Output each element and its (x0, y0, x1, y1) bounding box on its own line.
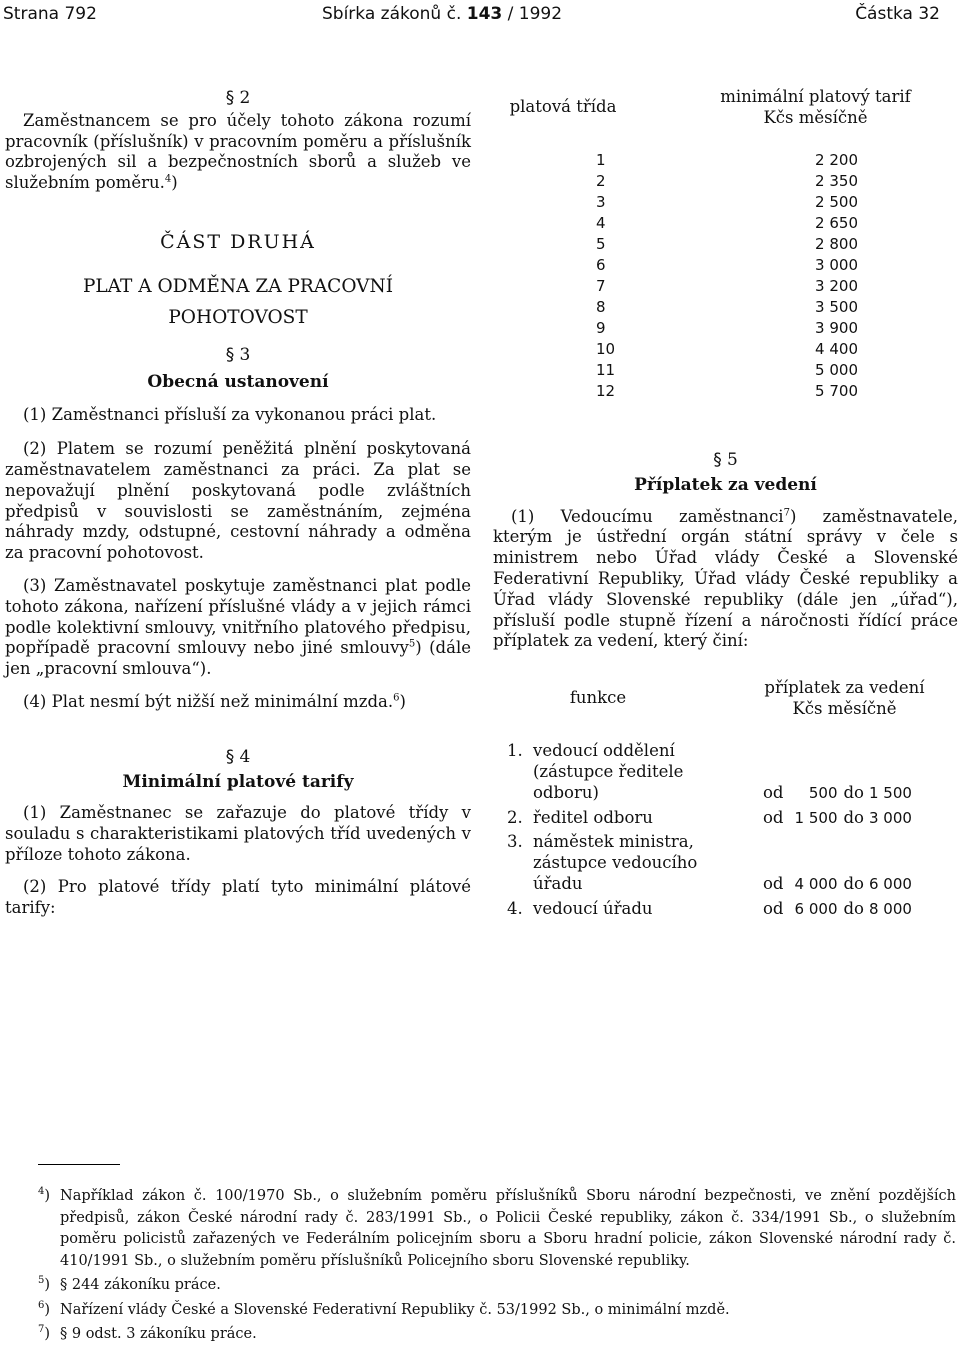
allowance-function-line: náměstek ministra, (533, 832, 694, 852)
page-header (0, 4, 960, 26)
tariff-class: 9 (596, 319, 606, 337)
allowance-do: do (843, 873, 864, 893)
tariff-row (493, 234, 958, 255)
allowance-do: do (843, 898, 864, 918)
tariff-amount: 5 000 (815, 361, 858, 379)
footnote-text: § 244 zákoníku práce. (60, 1277, 221, 1293)
tariff-row (493, 171, 958, 192)
allowance-to: 8 000 (869, 899, 912, 918)
tariff-amount: 2 500 (815, 193, 858, 211)
allowance-range (763, 874, 912, 895)
section-2-text: Zaměstnancem se pro účely tohoto zákona rozumí pracovník (příslušník) v pracovním poměru a příslušník ozbrojených sil a bezpečnostních sborů a služeb ve služebním poměru.$^4$) (5, 110, 471, 193)
allowance-row (493, 899, 958, 920)
section-3-para-2: (2) Platem se rozumí peněžitá plnění poskytovaná zaměstnavatelem zaměstnanci za práci. Za plat se nepovažují plnění poskytovaná podle zvláštních předpisů v souvislosti se zaměstnáním, zejména náhrady mzdy, odstupné, cestovní náhrady a odměna za pracovní pohotovost. (5, 439, 471, 563)
allowance-col-amount-header: příplatek za vedení Kčs měsíčně (764, 678, 925, 719)
footnote-mark: $^5$) (38, 1275, 51, 1293)
tariff-col-class-header: platová třída (509, 97, 617, 116)
footnote-ref: 6 (393, 692, 400, 704)
collection-title: Sbírka zákonů č. 143 / 1992 (322, 4, 563, 24)
footnote-number: 6 (38, 1299, 45, 1311)
section-3-para-4: (4) Plat nesmí být nižší než minimální mzda.$^6$) (23, 691, 406, 711)
allowance-function-line: úřadu (533, 873, 583, 893)
allowance-from: 1 500 (794, 808, 838, 827)
section-4-heading: § 4 (225, 746, 251, 767)
allowance-row (493, 832, 958, 894)
tariff-class: 5 (596, 235, 606, 253)
allowance-od: od (763, 807, 784, 827)
allowance-from: 6 000 (794, 899, 838, 918)
tariff-col-amount-header: minimální platový tarif Kčs měsíčně (720, 87, 911, 127)
allowance-do: do (843, 782, 864, 802)
allowance-to: 6 000 (869, 874, 912, 893)
allowance-from: 500 (808, 783, 838, 802)
allowance-od: od (763, 898, 784, 918)
allowance-to: 3 000 (869, 808, 912, 827)
tariff-class: 10 (596, 340, 616, 358)
tariff-class: 8 (596, 298, 606, 316)
footnote-ref: 5 (408, 638, 416, 650)
tariff-table (493, 86, 958, 402)
table-spacer (493, 719, 958, 741)
section-4-para-1: (1) Zaměstnanec se zařazuje do platové třídy v souladu s charakteristikami platových tříd uvedených v příloze tohoto zákona. (5, 803, 471, 864)
section-sign-icon: § (225, 746, 235, 767)
allowance-row (493, 808, 958, 829)
allowance-do: do (843, 807, 864, 827)
footnote-text: Nařízení vlády České a Slovenské Federativní Republiky č. 53/1992 Sb., o minimální mzdě. (60, 1301, 730, 1318)
footnote-number: 7 (38, 1324, 45, 1336)
tariff-amount: 2 350 (815, 172, 858, 190)
section-sign-icon: § (225, 88, 235, 108)
allowance-function-line: vedoucí oddělení (533, 741, 675, 761)
allowance-table (493, 677, 958, 741)
tariff-amount: 2 650 (815, 214, 858, 232)
footnote (38, 1186, 956, 1272)
section-5-title: Příplatek za vedení (634, 474, 817, 495)
allowance-to: 1 500 (869, 783, 912, 802)
tariff-class: 3 (596, 193, 606, 211)
tariff-amount: 5 700 (815, 382, 858, 400)
tariff-row (493, 192, 958, 213)
allowance-number: 3. (507, 832, 523, 852)
tariff-row (493, 255, 958, 276)
allowance-range (763, 783, 912, 804)
tariff-class: 4 (596, 214, 606, 232)
footnote-ref: 7 (783, 507, 790, 519)
right-column (493, 86, 958, 924)
allowance-od: od (763, 873, 784, 893)
footnote-number: 5 (38, 1275, 45, 1287)
tariff-table-body (493, 150, 958, 402)
issue-number: Částka 32 (855, 4, 940, 24)
tariff-table-header (493, 86, 958, 128)
allowance-table-body (493, 741, 958, 919)
footnote-mark: $^4$) (38, 1186, 51, 1204)
allowance-col-function-header: funkce (569, 688, 627, 708)
section-sign-icon: § (713, 450, 722, 470)
allowance-range (763, 808, 912, 829)
page-number: Strana 792 (3, 4, 97, 24)
allowance-number: 2. (507, 807, 523, 827)
allowance-function-line: odboru) (533, 782, 599, 802)
tariff-amount: 2 200 (815, 151, 858, 169)
part-title: ČÁST DRUHÁ (160, 230, 316, 253)
section-4-para-2: (2) Pro platové třídy platí tyto minimální plátové tarify: (5, 876, 471, 917)
allowance-od: od (763, 782, 784, 802)
collection-number: 143 (466, 4, 503, 24)
allowance-function-line: zástupce vedoucího (533, 853, 698, 873)
footnote-mark: $^7$) (38, 1324, 51, 1342)
left-column (5, 88, 471, 918)
footnote (38, 1300, 956, 1322)
section-3-title: Obecná ustanovení (147, 371, 329, 392)
tariff-class: 11 (596, 361, 616, 379)
allowance-range (763, 899, 912, 920)
section-3-heading: § 3 (225, 344, 251, 365)
section-5-para-1: (1) Vedoucímu zaměstnanci$^7$) zaměstnavatele, kterým je ústřední orgán státní správy v čele s ministrem nebo Úřad vlády České a Slovenské Federativní Republiky, Úřad vlády České republiky a Úřad vlády Slovenské republiky (dále jen „úřad“), přísluší podle stupně řízení a náročnosti řídící práce příplatek za vedení, který činí: (493, 506, 958, 651)
allowance-number: 1. (507, 741, 523, 761)
tariff-class: 1 (596, 151, 606, 169)
allowance-function-line: ředitel odboru (533, 807, 653, 827)
tariff-amount: 3 200 (815, 277, 858, 295)
tariff-class: 12 (596, 382, 616, 400)
allowance-number: 4. (507, 898, 523, 918)
tariff-amount: 3 900 (815, 319, 858, 337)
tariff-row (493, 339, 958, 360)
allowance-table-header (493, 677, 958, 719)
allowance-row (493, 741, 958, 803)
allowance-from: 4 000 (794, 874, 838, 893)
tariff-row (493, 150, 958, 171)
tariff-row (493, 381, 958, 402)
footnote (38, 1275, 956, 1297)
footnote-number: 4 (38, 1186, 45, 1198)
footnote-text: § 9 odst. 3 zákoníku práce. (60, 1326, 257, 1342)
tariff-class: 7 (596, 277, 606, 295)
tariff-amount: 2 800 (815, 235, 858, 253)
section-2-heading: § 2 (225, 88, 251, 108)
footnote-text: Například zákon č. 100/1970 Sb., o služebním poměru příslušníků Sboru národní bezpečnosti, ve znění pozdějších předpisů, zákon České národní rady č. 283/1991 Sb., o Policii České republiky, zákon č. 334/1991 Sb., o služebním poměru policistů zařazených ve Federálním policejním sboru a Sboru hradní policie, zákon Slovenské národní rady č. 410/1991 Sb., o služebním poměru příslušníků Policejního sboru Slovenské republiky. (60, 1188, 956, 1269)
tariff-row (493, 360, 958, 381)
tariff-class: 6 (596, 256, 606, 274)
tariff-amount: 4 400 (815, 340, 858, 358)
section-3-para-3: (3) Zaměstnavatel poskytuje zaměstnanci plat podle tohoto zákona, nařízení příslušné vlády a v jejich rámci podle kolektivní smlouvy, vnitřního platového předpisu, popřípadě pracovní smlouvy nebo jiné smlouvy$^5$) (dále jen „pracovní smlouva“). (5, 575, 471, 679)
section-5-heading: § 5 (713, 450, 738, 470)
footnote (38, 1324, 956, 1346)
footnote-rule (38, 1164, 120, 1165)
tariff-row (493, 318, 958, 339)
footnotes (38, 1186, 956, 1349)
tariff-amount: 3 000 (815, 256, 858, 274)
tariff-row (493, 276, 958, 297)
table-spacer (493, 128, 958, 150)
allowance-function-line: (zástupce ředitele (533, 761, 684, 781)
chapter-title-line-2: POHOTOVOST (168, 306, 308, 328)
tariff-class: 2 (596, 172, 606, 190)
footnote-mark: $^6$) (38, 1299, 51, 1318)
chapter-title-line-1: PLAT A ODMĚNA ZA PRACOVNÍ (82, 275, 394, 297)
tariff-row (493, 213, 958, 234)
tariff-row (493, 297, 958, 318)
section-3-para-1: (1) Zaměstnanci přísluší za vykonanou práci plat. (23, 405, 437, 425)
section-4-title: Minimální platové tarify (122, 771, 354, 792)
tariff-amount: 3 500 (815, 298, 858, 316)
allowance-function-line: vedoucí úřadu (533, 898, 653, 918)
section-sign-icon: § (225, 344, 235, 365)
footnote-ref: 4 (164, 173, 172, 185)
